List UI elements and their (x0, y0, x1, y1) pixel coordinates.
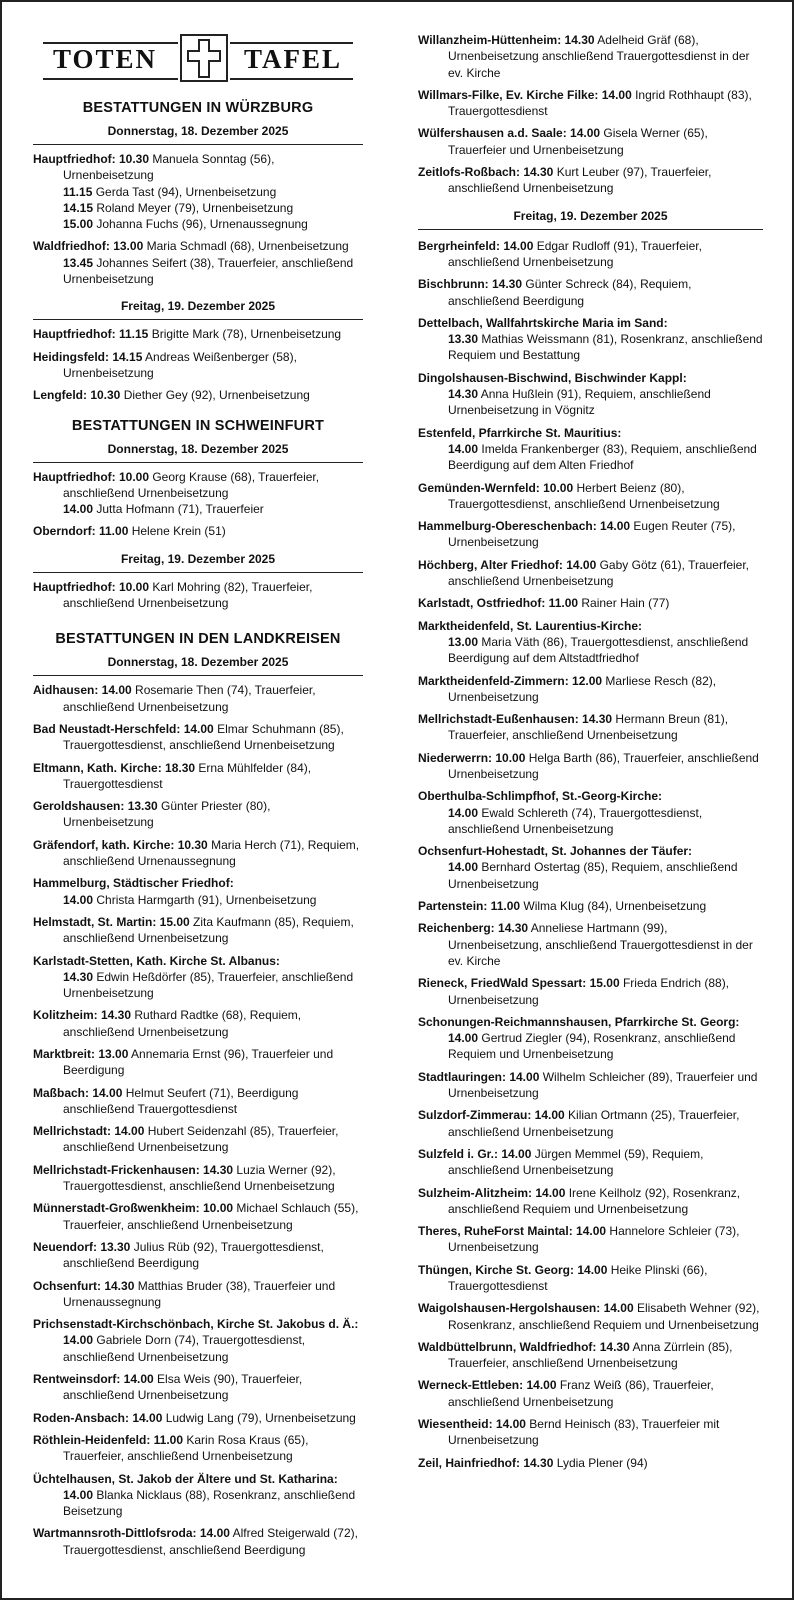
entry-group (33, 151, 363, 232)
entry: Schonungen-Reichmannshausen, Pfarrkirche St. Georg: 14.00 Gertrud Ziegler (94), Rosenkranz, anschließend Requiem und Urnenbeisetzung (418, 1014, 740, 1062)
entry: Bergrheinfeld: 14.00 Edgar Rudloff (91), Trauerfeier, anschließend Urnenbeisetzung (418, 238, 702, 269)
entry-line: 11.15 Gerda Tast (94), Urnenbeisetzung (63, 184, 277, 199)
entry: Rieneck, FriedWald Spessart: 15.00 Frieda Endrich (88), Urnenbeisetzung (418, 976, 730, 1007)
entry: Gemünden-Wernfeld: 10.00 Herbert Beienz (80), Trauergottesdienst, anschließend Urnenbeisetzung (418, 480, 720, 511)
section-title-landkreise: BESTATTUNGEN IN DEN LANDKREISEN (55, 631, 341, 648)
entry: Hauptfriedhof: 10.00 Georg Krause (68), Trauerfeier, anschließend Urnenbeisetzung (33, 469, 320, 500)
entry: Oberthulba-Schlimpfhof, St.-Georg-Kirche: 14.00 Ewald Schlereth (74), Trauergottesdienst, anschließend Urnenbeisetzung (418, 789, 703, 836)
entry: Helmstadt, St. Martin: 15.00 Zita Kaufmann (85), Requiem, anschließend Urnenbeisetzung (33, 914, 354, 946)
entry: Zeil, Hainfriedhof: 14.30 Lydia Plener (94) (418, 1455, 648, 1470)
landkreise-list-right (418, 238, 763, 1471)
entry: Höchberg, Alter Friedhof: 14.00 Gaby Götz (61), Trauerfeier, anschließend Urnenbeisetzung (418, 557, 749, 589)
entry-line: 14.15 Roland Meyer (79), Urnenbeisetzung (63, 200, 294, 215)
entry: Niederwerrn: 10.00 Helga Barth (86), Trauerfeier, anschließend Urnenbeisetzung (418, 750, 759, 781)
entry-line: 14.00 Jutta Hofmann (71), Trauerfeier (63, 502, 264, 517)
entry: Hauptfriedhof: 11.15 Brigitte Mark (78), Urnenbeisetzung (33, 327, 342, 342)
entry-line: 15.00 Johanna Fuchs (96), Urnenaussegnung (63, 217, 308, 232)
section-title-wuerzburg: BESTATTUNGEN IN WÜRZBURG (82, 100, 314, 116)
left-column (33, 0, 363, 1564)
entry: Waigolshausen-Hergolshausen: 14.00 Elisabeth Wehner (92), Rosenkranz, anschließend Requiem und Urnenbeisetzung (418, 1301, 760, 1332)
entry: Wiesentheid: 14.00 Bernd Heinisch (83), Trauerfeier mit Urnenbeisetzung (418, 1417, 720, 1448)
entry: Bischbrunn: 14.30 Günter Schreck (84), Requiem, anschließend Beerdigung (418, 277, 692, 308)
entry: Theres, RuheForst Maintal: 14.00 Hannelore Schleier (73), Urnenbeisetzung (418, 1224, 740, 1255)
entry: Sulzfeld i. Gr.: 14.00 Jürgen Memmel (59), Requiem, anschließend Urnenbeisetzung (418, 1146, 704, 1178)
date-heading: Donnerstag, 18. Dezember 2025 (33, 118, 363, 145)
date-heading: Freitag, 19. Dezember 2025 (33, 546, 363, 573)
entry: Hauptfriedhof: 10.30 Manuela Sonntag (56), Urnenbeisetzung (33, 152, 275, 183)
landkreise-list-right-top (418, 32, 763, 197)
entry: Mellrichstadt: 14.00 Hubert Seidenzahl (85), Trauerfeier, anschließend Urnenbeisetzung (33, 1124, 339, 1155)
right-column (418, 32, 763, 1477)
entry: Marktheidenfeld, St. Laurentius-Kirche: 13.00 Maria Väth (86), Trauergottesdienst, anschließend Beerdigung auf dem Altstadtfriedhof (418, 618, 749, 666)
entry: Reichenberg: 14.30 Anneliese Hartmann (99), Urnenbeisetzung, anschließend Trauergottesdienst in der ev. Kirche (418, 921, 753, 968)
entry: Üchtelhausen, St. Jakob der Ältere und St. Katharina: 14.00 Blanka Nicklaus (88), Rosenkranz, anschließend Beisetzung (33, 1471, 356, 1519)
entry: Bad Neustadt-Herschfeld: 14.00 Elmar Schuhmann (85), Trauergottesdienst, anschließend Urnenbeisetzung (33, 721, 344, 753)
masthead-title-left: TOTEN (47, 44, 163, 75)
entry: Karlstadt-Stetten, Kath. Kirche St. Albanus: 14.30 Edwin Heßdörfer (85), Trauerfeier, anschließend Urnenbeisetzung (33, 953, 354, 1001)
entry: Zeitlofs-Roßbach: 14.30 Kurt Leuber (97), Trauerfeier, anschließend Urnenbeisetzung (418, 165, 712, 196)
entry: Marktheidenfeld-Zimmern: 12.00 Marliese Resch (82), Urnenbeisetzung (418, 673, 717, 704)
entry: Heidingsfeld: 14.15 Andreas Weißenberger (58), Urnenbeisetzung (33, 349, 297, 380)
date-heading: Freitag, 19. Dezember 2025 (418, 203, 763, 230)
entry: Oberndorf: 11.00 Helene Krein (51) (33, 524, 226, 539)
entry: Wülfershausen a.d. Saale: 14.00 Gisela Werner (65), Trauerfeier und Urnenbeisetzung (418, 126, 708, 157)
entry: Willmars-Filke, Ev. Kirche Filke: 14.00 Ingrid Rothhaupt (83), Trauergottesdienst (418, 87, 752, 119)
entry: Wartmannsroth-Dittlofsroda: 14.00 Alfred Steigerwald (72), Trauergottesdienst, anschließend Beerdigung (33, 1526, 358, 1557)
entry-group (33, 238, 363, 287)
entry: Ochsenfurt: 14.30 Matthias Bruder (38), Trauerfeier und Urnenaussegnung (33, 1278, 336, 1309)
entry: Marktbreit: 13.00 Annemaria Ernst (96), Trauerfeier und Beerdigung (33, 1046, 334, 1078)
date-heading: Donnerstag, 18. Dezember 2025 (33, 436, 363, 463)
entry: Karlstadt, Ostfriedhof: 11.00 Rainer Hain (77) (418, 596, 670, 611)
entry: Thüngen, Kirche St. Georg: 14.00 Heike Plinski (66), Trauergottesdienst (418, 1262, 708, 1293)
section-title-schweinfurt: BESTATTUNGEN IN SCHWEINFURT (71, 417, 325, 434)
entry: Münnerstadt-Großwenkheim: 10.00 Michael Schlauch (55), Trauerfeier, anschließend Urnenbeisetzung (33, 1201, 359, 1232)
entry: Dettelbach, Wallfahrtskirche Maria im Sand: 13.30 Mathias Weissmann (81), Rosenkranz, anschließend Requiem und Bestattung (418, 315, 763, 363)
entry: Roden-Ansbach: 14.00 Ludwig Lang (79), Urnenbeisetzung (33, 1410, 356, 1425)
masthead (33, 30, 363, 92)
entry: Werneck-Ettleben: 14.00 Franz Weiß (86), Trauerfeier, anschließend Urnenbeisetzung (418, 1378, 714, 1409)
entry: Rentweinsdorf: 14.00 Elsa Weis (90), Trauerfeier, anschließend Urnenbeisetzung (33, 1372, 303, 1403)
date-heading: Freitag, 19. Dezember 2025 (33, 293, 363, 320)
entry: Sulzheim-Alitzheim: 14.00 Irene Keilholz (92), Rosenkranz, anschließend Requiem und Urnenbeisetzung (418, 1185, 741, 1216)
entry: Mellrichstadt-Eußenhausen: 14.30 Hermann Breun (81), Trauerfeier, anschließend Urnenbeisetzung (418, 712, 729, 743)
entry: Hauptfriedhof: 10.00 Karl Mohring (82), Trauerfeier, anschließend Urnenbeisetzung (33, 579, 313, 611)
entry: Ochsenfurt-Hohestadt, St. Johannes der Täufer: 14.00 Bernhard Ostertag (85), Requiem, anschließend Urnenbeisetzung (418, 844, 738, 891)
entry: Geroldshausen: 13.30 Günter Priester (80), Urnenbeisetzung (33, 799, 271, 830)
entry: Aidhausen: 14.00 Rosemarie Then (74), Trauerfeier, anschließend Urnenbeisetzung (33, 683, 316, 714)
entry: Sulzdorf-Zimmerau: 14.00 Kilian Ortmann (25), Trauerfeier, anschließend Urnenbeisetzung (418, 1108, 740, 1139)
entry: Waldfriedhof: 13.00 Maria Schmadl (68), Urnenbeisetzung (33, 239, 349, 254)
cross-icon (178, 32, 230, 84)
entry: Hammelburg, Städtischer Friedhof: 14.00 Christa Harmgarth (91), Urnenbeisetzung (33, 876, 317, 907)
entry: Estenfeld, Pfarrkirche St. Mauritius: 14.00 Imelda Frankenberger (83), Requiem, anschließend Beerdigung auf dem Alten Friedhof (418, 425, 757, 473)
entry: Röthlein-Heidenfeld: 11.00 Karin Rosa Kraus (65), Trauerfeier, anschließend Urnenbeisetzung (33, 1432, 309, 1464)
masthead-title-right: TAFEL (238, 44, 348, 75)
entry: Maßbach: 14.00 Helmut Seufert (71), Beerdigung anschließend Trauergottesdienst (33, 1085, 299, 1116)
entry: Mellrichstadt-Frickenhausen: 14.30 Luzia Werner (92), Trauergottesdienst, anschließend Urnenbeisetzung (33, 1162, 336, 1194)
entry: Gräfendorf, kath. Kirche: 10.30 Maria Herch (71), Requiem, anschließend Urnenaussegnung (33, 837, 360, 869)
entry: Eltmann, Kath. Kirche: 18.30 Erna Mühlfelder (84), Trauergottesdienst (33, 760, 312, 791)
entry: Kolitzheim: 14.30 Ruthard Radtke (68), Requiem, anschließend Urnenbeisetzung (33, 1008, 302, 1039)
entry: Neuendorf: 13.30 Julius Rüb (92), Trauergottesdienst, anschließend Beerdigung (33, 1239, 324, 1271)
entry-line: 13.45 Johannes Seifert (38), Trauerfeier, anschließend Urnenbeisetzung (63, 255, 354, 287)
entry: Willanzheim-Hüttenheim: 14.30 Adelheid Gräf (68), Urnenbeisetzung anschließend Trauergottesdienst in der ev. Kirche (418, 33, 750, 80)
date-heading: Donnerstag, 18. Dezember 2025 (33, 649, 363, 676)
entry: Partenstein: 11.00 Wilma Klug (84), Urnenbeisetzung (418, 899, 707, 914)
entry-group (33, 469, 363, 518)
entry: Lengfeld: 10.30 Diether Gey (92), Urnenbeisetzung (33, 388, 310, 403)
entry: Waldbüttelbrunn, Waldfriedhof: 14.30 Anna Zürrlein (85), Trauerfeier, anschließend Urnenbeisetzung (418, 1339, 733, 1371)
entry: Hammelburg-Obereschenbach: 14.00 Eugen Reuter (75), Urnenbeisetzung (418, 519, 736, 550)
landkreise-list-left (33, 682, 363, 1558)
entry: Prichsenstadt-Kirchschönbach, Kirche St. Jakobus d. Ä.: 14.00 Gabriele Dorn (74), Trauergottesdienst, anschließend Urnenbeisetzung (33, 1317, 359, 1364)
entry: Dingolshausen-Bischwind, Bischwinder Kappl: 14.30 Anna Hußlein (91), Requiem, anschließend Urnenbeisetzung in Vögnitz (418, 370, 711, 418)
entry: Stadtlauringen: 14.00 Wilhelm Schleicher (89), Trauerfeier und Urnenbeisetzung (418, 1069, 758, 1101)
